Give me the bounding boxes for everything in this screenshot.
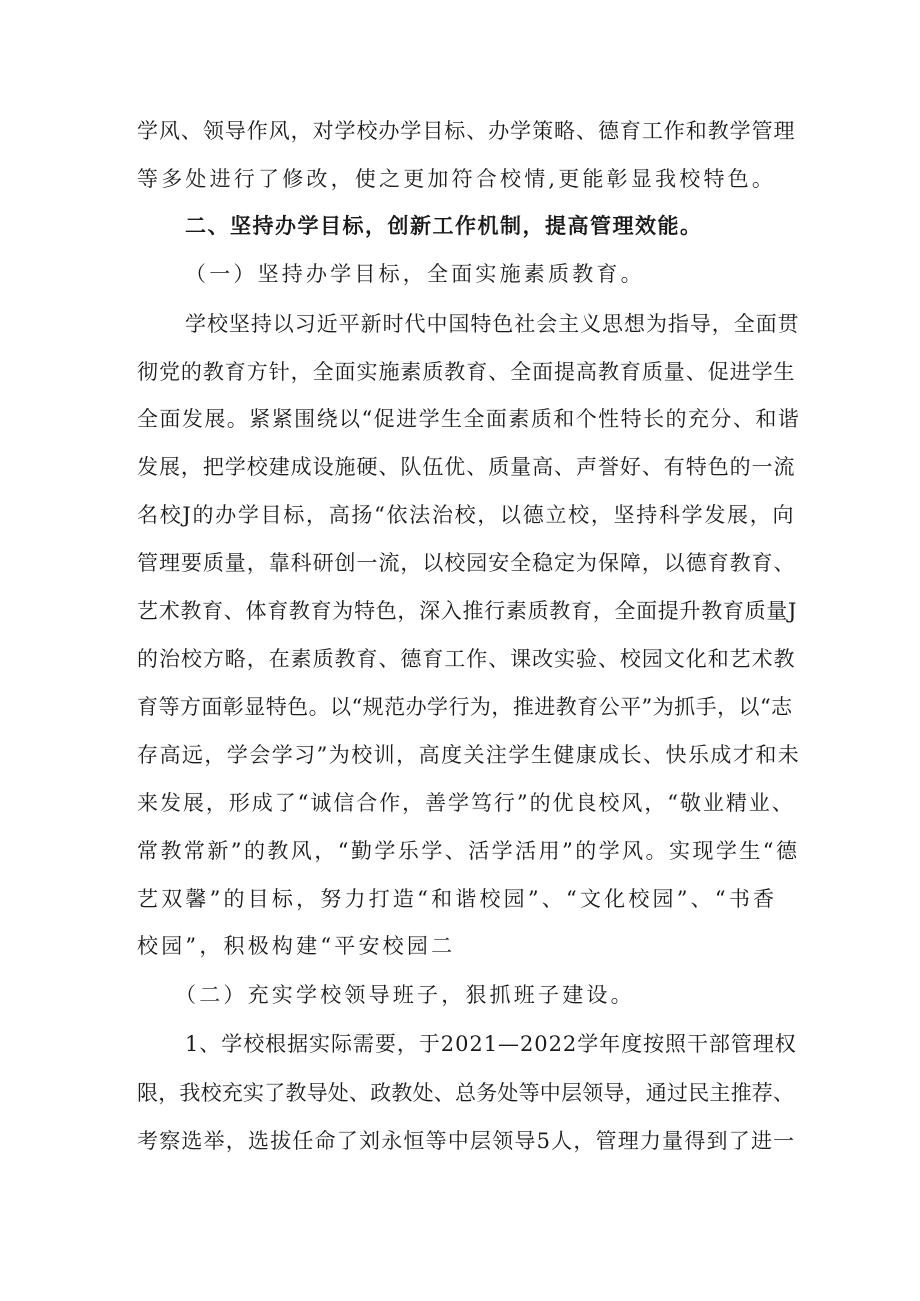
text-line: 考察选举，选拔任命了刘永恒等中层领导5人，管理力量得到了进一 <box>137 1129 796 1153</box>
text-line: 艺双馨”的目标，努力打造“和谐校园”、“文化校园”、“书香 <box>137 887 778 911</box>
text-line: 艺术教育、体育教育为特色，深入推行素质教育，全面提升教育质量J <box>137 599 798 623</box>
text-line: 1、学校根据实际需要，于2021—2022学年度按照干部管理权 <box>185 1032 797 1056</box>
text-line: 等多处进行了修改，使之更加符合校情,更能彰显我校特色。 <box>137 167 777 191</box>
text-line: 常教常新”的教风，“勤学乐学、活学活用”的学风。实现学生“德 <box>137 839 800 863</box>
text-line: 的治校方略，在素质教育、德育工作、课改实验、校园文化和艺术教 <box>137 647 796 671</box>
text-line: 育等方面彰显特色。以“规范办学行为，推进教育公平”为抓手，以“志 <box>137 695 793 719</box>
text-line: 限，我校充实了教导处、政教处、总务处等中层领导，通过民主推荐、 <box>137 1081 795 1105</box>
text-line: 彻党的教育方针，全面实施素质教育、全面提高教育质量、促进学生 <box>137 360 796 384</box>
text-line: 管理要质量，靠科研创一流，以校园安全稳定为保障，以德育教育、 <box>137 551 796 575</box>
text-line: 来发展，形成了“诚信合作，善学笃行”的优良校风，“敬业精业、 <box>137 791 795 815</box>
text-line: 存高远，学会学习”为校训，高度关注学生健康成长、快乐成才和未 <box>137 743 801 767</box>
text-line: 名校J的办学目标，高扬“依法治校，以德立校，坚持科学发展，向 <box>137 503 796 527</box>
text-line: 全面发展。紧紧围绕以“促进学生全面素质和个性特长的充分、和谐 <box>137 407 801 431</box>
section-heading: 二、坚持办学目标，创新工作机制，提高管理效能。 <box>185 214 703 238</box>
subsection-heading: （二）充实学校领导班子，狠抓班子建设。 <box>175 983 635 1007</box>
subsection-heading: （一）坚持办学目标，全面实施素质教育。 <box>185 262 645 286</box>
text-line: 校园”，积极构建“平安校园二 <box>137 934 456 958</box>
text-line: 发展，把学校建成设施硬、队伍优、质量高、声誉好、有特色的一流 <box>137 455 796 479</box>
text-line: 学校坚持以习近平新时代中国特色社会主义思想为指导，全面贯 <box>185 312 800 336</box>
text-line: 学风、领导作风，对学校办学目标、办学策略、德育工作和教学管理 <box>137 119 796 143</box>
